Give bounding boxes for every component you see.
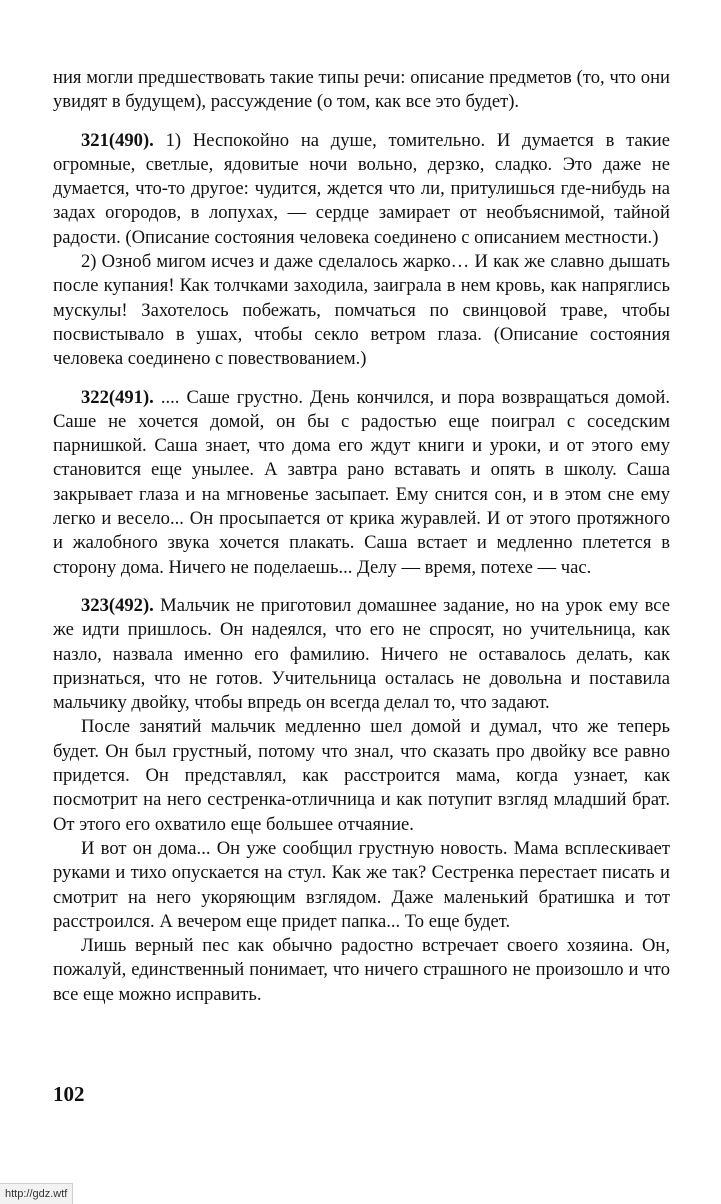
page-number: 102 — [53, 1082, 85, 1106]
paragraph-text: И вот он дома... Он уже сообщил грустную новость. Мама всплескивает руками и тихо опускается на стул. Как же так? Сестренка перестает писать и смотрит на него укоряющим взглядом. Даже маленький братишка и тот расстроился. А вечером еще придет папка... То еще будет. — [53, 837, 670, 932]
paragraph-text: .... Саше грустно. День кончился, и пора возвращаться домой. Саше не хочется домой, он бы с радостью еще поиграл с соседским парнишкой. Саша знает, что дома его ждут книги и уроки, и от этого ему становится еще унылее. А завтра рано вставать и опять в школу. Саша закрывает глаза и на мгновенье засыпает. Ему снится сон, и в этом сне ему легко и весело... Он просыпается от крика журавлей. И от этого протяжного и жалобного звука хочется плакать. Саша встает и медленно плетется в сторону дома. Ничего не поделаешь... Делу — время, потехе — час. — [53, 386, 670, 578]
exercise-number: 323(492). — [81, 594, 154, 616]
paragraph-continuation — [53, 66, 670, 115]
exercise-323-paragraph-1 — [53, 594, 670, 715]
paragraph-text: 1) Неспокойно на душе, томительно. И думается в такие огромные, светлые, ядовитые ночи вольно, дерзко, сладко. Это даже не думается, что-то другое: чудится, ждется что ли, притулишься где-нибудь на задах огородов, в лопухах, — сердце замирает от необъяснимой, тайной радости. (Описание состояния человека соединено с описанием местности.) — [53, 129, 670, 248]
paragraph-text: Мальчик не приготовил домашнее задание, но на урок ему все же идти пришлось. Он надеялся, что его не спросят, но учительница, как назло, назвала именно его фамилию. Ничего не оставалось делать, как признаться, что не готов. Учительница осталась не довольна и поставила мальчику двойку, чтобы впредь он всегда делал то, что задают. — [53, 594, 670, 714]
exercise-number: 321(490). — [81, 129, 154, 151]
exercise-number: 322(491). — [81, 386, 154, 408]
exercise-323-paragraph-3 — [53, 837, 670, 934]
page-body — [53, 66, 670, 1007]
exercise-321-part-1 — [53, 129, 670, 250]
paragraph-text: Лишь верный пес как обычно радостно встречает своего хозяина. Он, пожалуй, единственный понимает, что ничего страшного не произошло и что все еще можно исправить. — [53, 935, 670, 1005]
paragraph-text: ния могли предшествовать такие типы речи: описание предметов (то, что они увидят в будущем), рассуждение (о том, как все это будет). — [53, 67, 670, 113]
exercise-322 — [53, 386, 670, 580]
exercise-323-paragraph-4 — [53, 934, 670, 1007]
paragraph-text: 2) Озноб мигом исчез и даже сделалось жарко… И как же славно дышать после купания! Как толчками заходила, заиграла в нем кровь, как напряглись мускулы! Захотелось побежать, помчаться по свинцовой траве, чтобы посвистывало в ушах, чтобы секло ветром глаза. (Описание состояния человека соединено с повествованием.) — [53, 251, 670, 370]
paragraph-text: После занятий мальчик медленно шел домой и думал, что же теперь будет. Он был грустный, потому что знал, что сказать про двойку все равно придется. Он представлял, как расстроится мама, когда узнает, как посмотрит на него сестренка-отличница и как потупит взгляд младший брат. От этого его охватило еще большее отчаяние. — [53, 716, 670, 835]
exercise-323-paragraph-2 — [53, 715, 670, 836]
watermark-link[interactable]: http://gdz.wtf — [0, 1183, 73, 1204]
exercise-321-part-2 — [53, 250, 670, 371]
